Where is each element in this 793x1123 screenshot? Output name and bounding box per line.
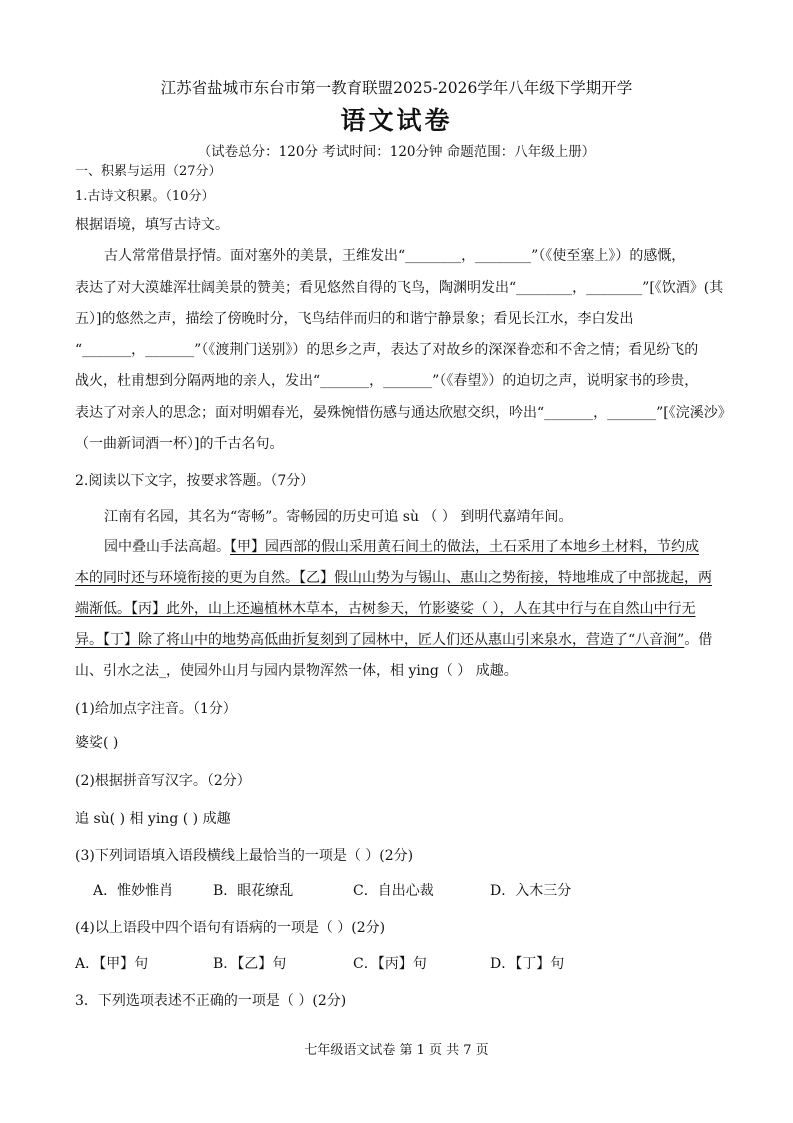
question-3-title: 3．下列选项表述不正确的一项是（ ）(2分) [75,993,347,1009]
exam-meta: （试卷总分：120分 考试时间：120分钟 命题范围：八年级上册） [197,144,596,160]
question-2-title: 2.阅读以下文字，按要求答题。（7分） [75,473,315,489]
q1-passage-line: “_______，_______”（《渡荆门送别》）的思乡之声，表达了对故乡的深深眷恋和不舍之情；看见纷飞的 [75,342,699,358]
page-footer: 七年级语文试卷 第 1 页 共 7 页 [304,1043,489,1058]
q1-passage-line: 古人常常借景抒情。面对塞外的美景，王维发出“________，________”（《使至塞上》）的感慨， [104,248,686,264]
sub-question-1-answer: 婆娑( ) [75,735,119,751]
q1-passage-line: 表达了对亲人的思念；面对明媚春光，晏殊惋惜伤感与通达欣慰交织，吟出“_______，_______”[《浣溪沙》 [75,405,732,421]
option-b: B．【乙】句 [213,956,287,972]
q2-passage-text: 园中叠山手法高超。 [104,539,230,555]
q2-passage-text: 。借 [684,632,713,648]
q2-underlined-sentence: 异。【丁】除了将山中的地势高低曲折复刻到了园林中，匠人们还从惠山引来泉水，营造了“八音涧” [75,632,685,648]
q2-passage-line: 江南有名园，其名为“寄畅”。寄畅园的历史可追 sù （ ） 到明代嘉靖年间。 [104,509,573,525]
section-heading: 一、积累与运用（27分） [75,164,222,179]
q1-passage-line: 表达了对大漠雄浑壮阔美景的赞美；看见悠然自得的飞鸟，陶渊明发出“________，________”[《饮酒》(其 [75,280,724,296]
sub-question-4-title: (4)以上语段中四个语句有语病的一项是（ ）(2分) [75,920,386,936]
q2-passage-line [75,630,712,650]
exam-title: 语文试卷 [340,106,453,135]
option-d: D．【丁】句 [490,956,565,972]
q1-passage-line: 五）]的悠然之声，描绘了傍晚时分，飞鸟结伴而归的和谐宁静景象；看见长江水，李白发出 [75,311,634,327]
question-1-title: 1.古诗文积累。（10分） [75,189,215,204]
q2-passage-line [104,537,699,557]
sub-question-2-answer: 追 sù( ) 相 ying ( ) 成趣 [75,811,231,827]
option-a: A．惟妙惟肖 [93,883,174,899]
option-c: C．自出心裁 [353,883,434,899]
q2-underlined-sentence: 【甲】园西部的假山采用黄石间土的做法，土石采用了本地乡土材料，节约成 [230,539,699,555]
sub-question-1-title: (1)给加点字注音。（1分） [75,701,237,717]
option-c: C．【丙】句 [353,956,427,972]
q1-passage-line: 战火，杜甫想到分隔两地的亲人，发出“_______，_______”（《春望》）的迫切之声，说明家书的珍贵， [75,373,699,389]
option-a: A．【甲】句 [75,956,149,972]
exam-title-line1: 江苏省盐城市东台市第一教育联盟2025-2026学年八年级下学期开学 [160,79,633,97]
option-d: D．入木三分 [490,883,572,899]
question-1-instruction: 根据语境，填写古诗文。 [75,217,229,233]
q1-passage-line: （一曲新词酒一杯）]的千古名句。 [75,436,284,452]
option-b: B．眼花缭乱 [213,883,294,899]
sub-question-2-title: (2)根据拼音写汉字。（2分） [75,773,251,789]
q2-underlined-sentence: 本的同时还与环境衔接的更为自然。【乙】假山山势为与锡山、惠山之势衔接，特地堆成了中部拢起，两 [75,570,712,586]
q2-passage-line: 山、引水之法_，使园外山月与园内景物浑然一体，相 ying（ ） 成趣。 [75,663,518,679]
q2-underlined-sentence: 端渐低。【丙】此外，山上还遍植林木草本，古树参天，竹影婆娑（ ），人在其中行与在自然山中行无 [75,601,696,617]
sub-question-3-title: (3)下列词语填入语段横线上最恰当的一项是（ ）(2分) [75,848,414,864]
